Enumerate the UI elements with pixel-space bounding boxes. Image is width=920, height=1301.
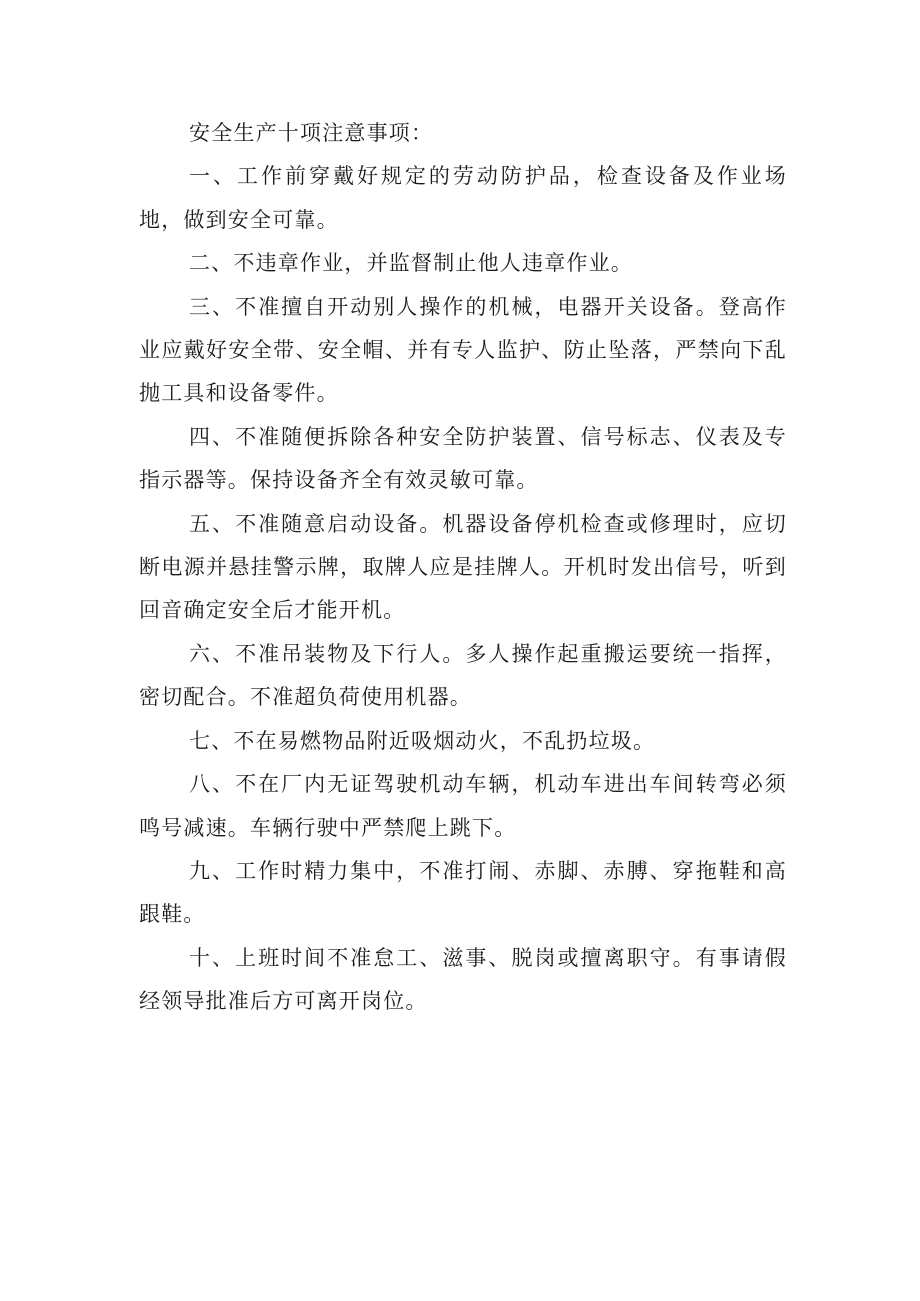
document-title: 安全生产十项注意事项：: [189, 121, 434, 145]
rule-item-4: 四、不准随便拆除各种安全防护装置、信号标志、仪表及专指示器等。保持设备齐全有效灵敏可靠。: [139, 424, 787, 493]
rule-item-8: 八、不在厂内无证驾驶机动车辆，机动车进出车间转弯必须鸣号减速。车辆行驶中严禁爬上跳下。: [139, 772, 787, 840]
rule-item-9: 九、工作时精力集中，不准打闹、赤脚、赤膊、穿拖鞋和高跟鞋。: [139, 858, 787, 927]
rule-item-10: 十、上班时间不准怠工、滋事、脱岗或擅离职守。有事请假经领导批准后方可离开岗位。: [139, 945, 787, 1014]
rule-item-5: 五、不准随意启动设备。机器设备停机检查或修理时，应切断电源并悬挂警示牌，取牌人应是挂牌人。开机时发出信号，听到回音确定安全后才能开机。: [139, 511, 787, 623]
rule-item-1: 一、工作前穿戴好规定的劳动防护品，检查设备及作业场地，做到安全可靠。: [139, 164, 787, 232]
rule-item-3: 三、不准擅自开动别人操作的机械，电器开关设备。登高作业应戴好安全带、安全帽、并有专人监护、防止坠落，严禁向下乱抛工具和设备零件。: [139, 294, 787, 406]
rule-item-7: 七、不在易燃物品附近吸烟动火，不乱扔垃圾。: [189, 728, 656, 753]
rule-item-2: 二、不违章作业，并监督制止他人违章作业。: [189, 251, 633, 276]
rule-item-6: 六、不准吊装物及下行人。多人操作起重搬运要统一指挥，密切配合。不准超负荷使用机器。: [139, 641, 787, 710]
document-body: [139, 112, 787, 1024]
